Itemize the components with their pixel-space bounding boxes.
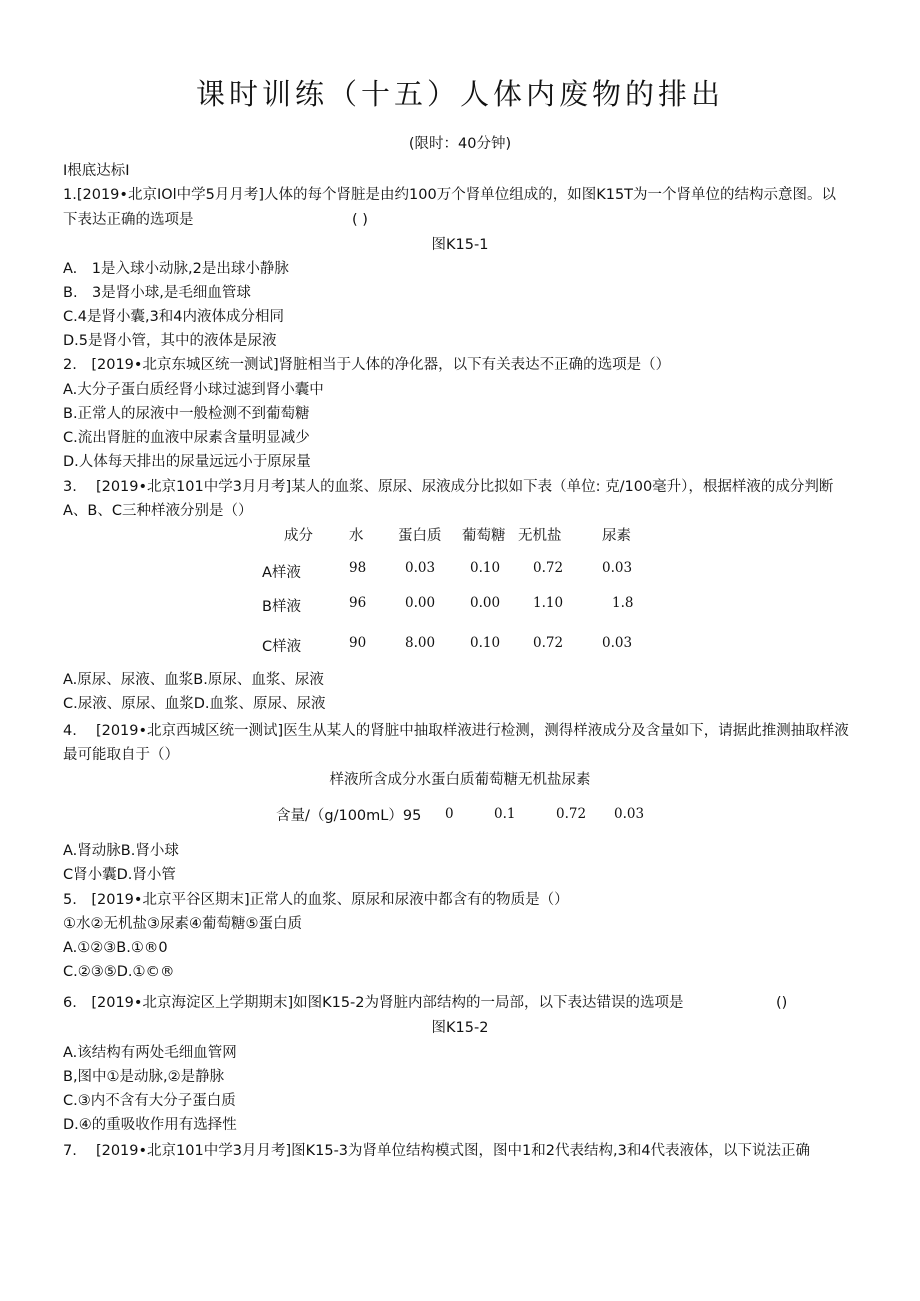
table-cell: 0.72 (533, 560, 564, 576)
table-cell: 0.00 (405, 595, 436, 611)
table-row-label: B样液 (262, 599, 301, 615)
q4-table-header: 样液所含成分水蛋白质葡萄糖无机盐尿素 (329, 772, 591, 788)
table-header-cell: 葡萄糖 (462, 528, 506, 544)
q2-option-b: B.正常人的尿液中一般检测不到葡萄糖 (63, 406, 310, 422)
q4-option-cd: C肾小囊D.肾小管 (63, 867, 176, 883)
q3-stem-line1: 3. [2019•北京101中学3月月考]某人的血浆、原尿、尿液成分比拟如下表（单位: 克/100毫升），根据样液的成分判断 (63, 479, 834, 495)
q4-content-value: 0 (445, 806, 454, 822)
time-limit: (限时：40分钟) (408, 136, 512, 152)
table-cell: 0.72 (533, 635, 564, 651)
table-cell: 96 (349, 595, 367, 611)
q4-stem-line1: 4. [2019•北京西城区统一测试]医生从某人的肾脏中抽取样液进行检测，测得样液成分及含量如下，请据此推测抽取样液 (63, 723, 849, 739)
q3-option-ab: A.原尿、尿液、血浆B.原尿、血浆、尿液 (63, 672, 324, 688)
table-header-cell: 蛋白质 (398, 528, 442, 544)
q5-option-ab: A.①②③B.①®0 (63, 940, 168, 956)
table-cell: 0.10 (470, 635, 501, 651)
q2-option-c: C.流出肾脏的血液中尿素含量明显减少 (63, 430, 310, 446)
q1-stem-line1: 1.[2019•北京IOl中学5月月考]人体的每个肾脏是由约100万个肾单位组成的，如图K15T为一个肾单位的结构示意图。以 (63, 187, 837, 203)
q1-answer-blank: ( ) (352, 212, 368, 228)
q4-content-value: 0.1 (494, 806, 516, 822)
table-cell: 0.03 (602, 560, 633, 576)
table-cell: 0.00 (470, 595, 501, 611)
q3-stem-line2: A、B、C三种样液分别是（） (63, 503, 253, 519)
q7-stem-line1: 7. [2019•北京101中学3月月考]图K15-3为肾单位结构模式图，图中1和2代表结构,3和4代表液体，以下说法正确 (63, 1143, 811, 1159)
table-cell: 1.10 (533, 595, 564, 611)
q4-stem-line2: 最可能取自于（） (63, 747, 179, 763)
table-cell: 98 (349, 560, 367, 576)
q6-stem: 6. [2019•北京海淀区上学期期末]如图K15-2为肾脏内部结构的一局部，以下表达错误的选项是 (63, 995, 684, 1011)
table-cell: 90 (349, 635, 367, 651)
q6-option-b: B,图中①是动脉,②是静脉 (63, 1069, 225, 1085)
q1-option-a: A. 1是入球小动脉,2是出球小静脉 (63, 261, 289, 277)
q1-stem-line2: 下表达正确的选项是 (63, 212, 194, 228)
q5-stem: 5. [2019•北京平谷区期末]正常人的血浆、原尿和尿液中都含有的物质是（） (63, 892, 569, 908)
q6-option-a: A.该结构有两处毛细血管网 (63, 1045, 237, 1061)
table-cell: 0.10 (470, 560, 501, 576)
q4-content-value: 0.72 (556, 806, 587, 822)
q2-stem: 2. [2019•北京东城区统一测试]肾脏相当于人体的净化器，以下有关表达不正确的选项是（） (63, 357, 671, 373)
q2-option-d: D.人体每天排出的尿量远远小于原尿量 (63, 454, 311, 470)
table-header-cell: 水 (349, 528, 364, 544)
q5-option-cd: C.②③⑤D.①©® (63, 964, 175, 980)
q1-option-c: C.4是肾小囊,3和4内液体成分相同 (63, 309, 285, 325)
q1-option-b: B. 3是肾小球,是毛细血管球 (63, 285, 251, 301)
q4-content-label: 含量/（g/100mL）95 (276, 808, 422, 824)
table-header-cell: 无机盐 (518, 528, 562, 544)
table-cell: 0.03 (405, 560, 436, 576)
table-header-cell: 成分 (284, 528, 313, 544)
q1-figure-caption: 图K15-1 (431, 237, 489, 253)
q6-option-c: C.③内不含有大分子蛋白质 (63, 1093, 236, 1109)
q2-option-a: A.大分子蛋白质经肾小球过滤到肾小囊中 (63, 382, 324, 398)
table-header-cell: 尿素 (602, 528, 631, 544)
q6-option-d: D.④的重吸收作用有选择性 (63, 1117, 237, 1133)
table-cell: 1.8 (612, 595, 634, 611)
q4-content-value: 0.03 (614, 806, 645, 822)
table-cell: 0.03 (602, 635, 633, 651)
table-row-label: C样液 (262, 639, 302, 655)
q5-substances: ①水②无机盐③尿素④葡萄糖⑤蛋白质 (63, 916, 302, 932)
table-row-label: A样液 (262, 565, 301, 581)
q3-option-cd: C.尿液、原尿、血浆D.血浆、原尿、尿液 (63, 696, 326, 712)
q6-answer-blank: () (776, 995, 788, 1011)
q6-figure-caption: 图K15-2 (431, 1020, 489, 1036)
q1-option-d: D.5是肾小管，其中的液体是尿液 (63, 333, 277, 349)
page-title: 课时训练（十五）人体内废物的排出 (195, 77, 724, 111)
section-heading: I根底达标I (63, 163, 130, 179)
q4-option-ab: A.肾动脉B.肾小球 (63, 843, 179, 859)
table-cell: 8.00 (405, 635, 436, 651)
